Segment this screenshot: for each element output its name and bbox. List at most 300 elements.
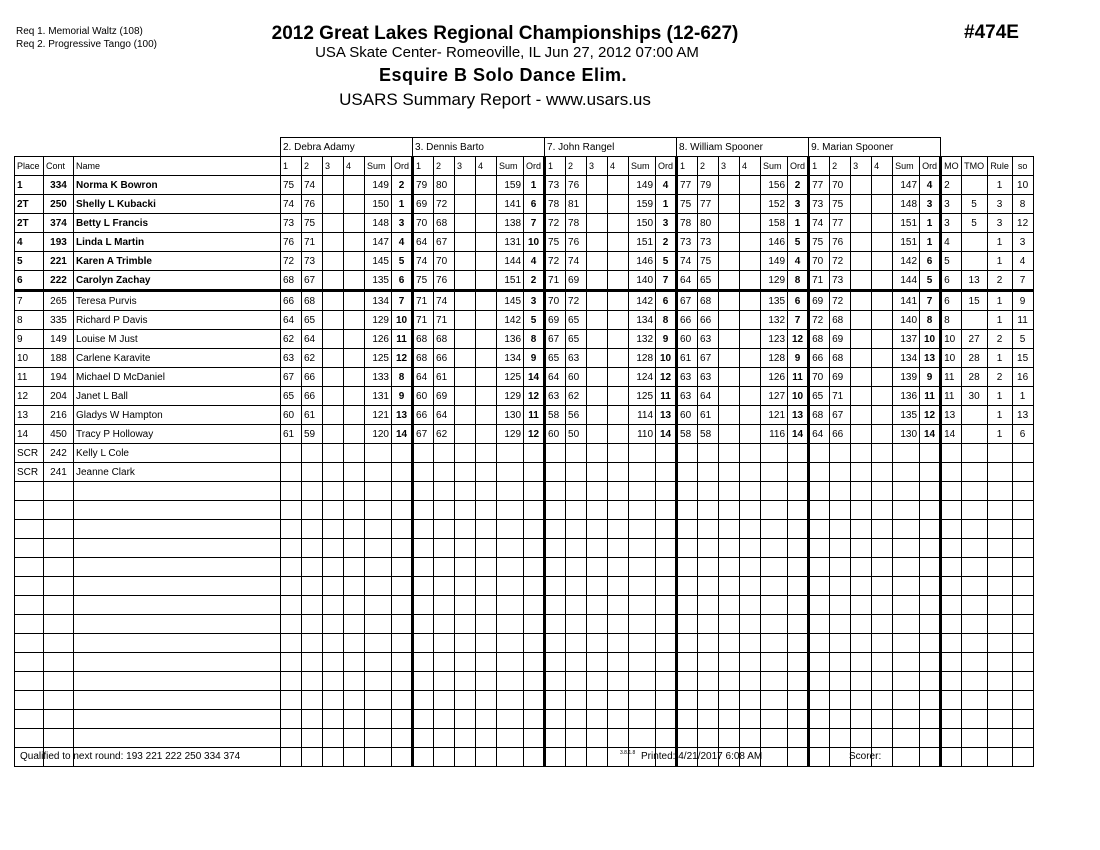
ordinal-cell: 11 [920,387,941,406]
empty-cell [961,520,987,539]
empty-cell [987,672,1012,691]
ordinal-cell: 1 [788,214,809,233]
empty-cell [740,520,761,539]
score-cell: 65 [281,387,302,406]
ordinal-cell [524,444,545,463]
empty-cell [698,672,719,691]
empty-cell [872,482,893,501]
empty-cell [629,558,656,577]
empty-cell [961,615,987,634]
score-cell: 134 [497,349,524,368]
place-cell: 6 [15,271,44,291]
score-header: Ord [920,157,941,176]
empty-cell [455,634,476,653]
ordinal-cell: 6 [920,252,941,271]
empty-cell [434,501,455,520]
empty-cell [566,482,587,501]
score-cell: 64 [413,368,434,387]
tail-cell: 10 [1012,176,1033,195]
score-cell: 76 [434,271,455,291]
empty-cell [830,615,851,634]
score-cell: 64 [434,406,455,425]
score-cell [476,387,497,406]
score-cell [476,349,497,368]
empty-cell [893,748,920,767]
empty-cell [434,653,455,672]
empty-cell [566,691,587,710]
score-cell [587,330,608,349]
empty-cell [788,653,809,672]
name-cell: Gladys W Hampton [74,406,281,425]
empty-cell [629,615,656,634]
empty-cell [524,729,545,748]
score-cell [476,195,497,214]
empty-cell [761,710,788,729]
empty-cell [302,729,323,748]
empty-cell [698,634,719,653]
score-header: 1 [809,157,830,176]
score-header: Sum [893,157,920,176]
ordinal-cell: 13 [788,406,809,425]
empty-cell [941,482,962,501]
empty-cell [893,710,920,729]
score-cell: 149 [761,252,788,271]
empty-cell [524,596,545,615]
empty-cell [74,577,281,596]
score-header: Sum [365,157,392,176]
empty-cell [893,482,920,501]
score-cell: 69 [434,387,455,406]
empty-cell [920,558,941,577]
score-cell: 74 [281,195,302,214]
ordinal-cell: 9 [524,349,545,368]
ordinal-cell: 6 [656,291,677,311]
score-header: 2 [566,157,587,176]
empty-cell [677,634,698,653]
empty-cell [44,729,74,748]
ordinal-cell: 14 [392,425,413,444]
empty-cell [392,501,413,520]
empty-cell [392,729,413,748]
score-cell: 67 [302,271,323,291]
score-cell [455,349,476,368]
empty-cell [44,672,74,691]
empty-cell [524,558,545,577]
empty-cell [719,520,740,539]
empty-cell [987,501,1012,520]
empty-cell [413,710,434,729]
table-row [15,406,1034,425]
empty-cell [920,596,941,615]
score-cell: 64 [677,271,698,291]
score-cell [872,330,893,349]
empty-cell [587,596,608,615]
place-cell: 8 [15,311,44,330]
table-row [15,368,1034,387]
ordinal-cell: 12 [656,368,677,387]
score-cell [740,406,761,425]
empty-cell [44,596,74,615]
empty-cell [587,520,608,539]
score-cell: 69 [413,195,434,214]
empty-cell [851,691,872,710]
empty-cell [434,539,455,558]
score-cell: 73 [545,176,566,195]
score-cell: 60 [566,368,587,387]
empty-cell [344,596,365,615]
score-cell [740,349,761,368]
score-cell: 135 [893,406,920,425]
empty-cell [74,710,281,729]
score-cell: 138 [497,214,524,233]
empty-cell [455,482,476,501]
empty-cell [323,615,344,634]
score-cell [629,444,656,463]
score-cell: 71 [545,271,566,291]
score-cell: 147 [893,176,920,195]
score-cell: 142 [893,252,920,271]
name-cell: Carlene Karavite [74,349,281,368]
score-header: Ord [392,157,413,176]
empty-cell [1012,596,1033,615]
score-cell [851,406,872,425]
tail-header: MO [941,157,962,176]
empty-cell [455,729,476,748]
score-cell: 116 [761,425,788,444]
score-cell: 63 [677,387,698,406]
score-cell [851,195,872,214]
empty-cell [629,729,656,748]
empty-cell [788,691,809,710]
score-cell: 58 [698,425,719,444]
empty-cell [497,577,524,596]
empty-cell [629,520,656,539]
empty-cell [476,577,497,596]
score-cell [365,444,392,463]
empty-cell [323,482,344,501]
table-row [15,444,1034,463]
score-cell: 121 [761,406,788,425]
empty-cell [719,653,740,672]
empty-cell [365,482,392,501]
empty-cell [920,634,941,653]
empty-cell [761,501,788,520]
judge-name: 9. Marian Spooner [809,138,941,157]
ordinal-cell: 14 [920,425,941,444]
score-cell: 66 [434,349,455,368]
score-cell: 71 [830,387,851,406]
score-cell [719,271,740,291]
score-cell [740,425,761,444]
empty-cell [476,748,497,767]
ordinal-cell: 7 [656,271,677,291]
empty-cell [524,482,545,501]
score-cell [851,387,872,406]
score-cell: 126 [365,330,392,349]
empty-cell [740,653,761,672]
score-cell [587,387,608,406]
empty-cell [281,672,302,691]
score-cell: 76 [830,233,851,252]
score-cell [851,425,872,444]
empty-cell [1012,710,1033,729]
score-cell [323,349,344,368]
score-cell: 75 [302,214,323,233]
empty-cell [698,577,719,596]
empty-cell [677,539,698,558]
score-cell: 132 [629,330,656,349]
empty-cell [698,653,719,672]
score-cell [872,195,893,214]
score-cell [281,463,302,482]
score-cell [608,406,629,425]
empty-cell [15,520,44,539]
score-cell: 147 [365,233,392,252]
empty-cell [987,634,1012,653]
ordinal-cell: 5 [392,252,413,271]
name-cell: Jeanne Clark [74,463,281,482]
empty-cell [851,672,872,691]
empty-cell [587,653,608,672]
empty-cell [413,539,434,558]
score-cell [323,463,344,482]
score-cell [893,463,920,482]
score-cell: 144 [497,252,524,271]
empty-cell [392,482,413,501]
empty-cell [920,748,941,767]
empty-cell [344,482,365,501]
score-cell [872,214,893,233]
cont-cell: 335 [44,311,74,330]
empty-cell [455,615,476,634]
empty-cell [629,482,656,501]
score-cell: 77 [830,214,851,233]
score-header: 1 [413,157,434,176]
tail-cell: 2 [941,176,962,195]
empty-cell [566,672,587,691]
score-cell [851,330,872,349]
place-cell: 11 [15,368,44,387]
ordinal-cell: 1 [524,176,545,195]
tail-cell: 15 [961,291,987,311]
empty-cell [629,501,656,520]
score-cell [323,291,344,311]
empty-cell [719,672,740,691]
empty-cell [830,710,851,729]
empty-cell [677,558,698,577]
empty-cell [392,672,413,691]
empty-cell [455,596,476,615]
score-cell [608,291,629,311]
score-header: 4 [608,157,629,176]
score-cell: 76 [566,233,587,252]
empty-cell [987,615,1012,634]
score-cell: 68 [809,406,830,425]
score-cell [434,444,455,463]
empty-cell [344,653,365,672]
score-cell: 71 [809,271,830,291]
score-cell: 68 [413,330,434,349]
tail-cell: 2 [987,330,1012,349]
empty-cell [698,596,719,615]
empty-cell [761,596,788,615]
score-cell: 148 [893,195,920,214]
empty-cell [987,539,1012,558]
score-cell: 78 [566,214,587,233]
score-cell: 75 [413,271,434,291]
empty-cell [761,520,788,539]
score-header: 2 [698,157,719,176]
ordinal-cell: 8 [392,368,413,387]
empty-cell [74,672,281,691]
empty-cell [365,596,392,615]
empty-cell [1012,520,1033,539]
tail-cell: 1 [987,311,1012,330]
empty-cell [497,539,524,558]
score-cell: 67 [830,406,851,425]
empty-cell [497,501,524,520]
tail-cell: 28 [961,368,987,387]
empty-cell [788,634,809,653]
empty-cell [545,634,566,653]
empty-cell [740,577,761,596]
empty-cell [365,748,392,767]
score-cell [587,252,608,271]
score-cell [455,233,476,252]
empty-cell [545,539,566,558]
score-cell [851,214,872,233]
empty-cell [587,710,608,729]
score-cell: 66 [302,368,323,387]
empty-cell [872,729,893,748]
empty-cell [851,520,872,539]
empty-cell [302,539,323,558]
empty-cell [830,691,851,710]
tail-cell [987,444,1012,463]
score-cell: 126 [761,368,788,387]
empty-cell [365,672,392,691]
score-cell [323,195,344,214]
empty-cell [987,482,1012,501]
ordinal-cell: 11 [656,387,677,406]
empty-cell [656,577,677,596]
empty-cell [524,539,545,558]
score-cell [323,368,344,387]
empty-cell [893,520,920,539]
empty-cell [656,539,677,558]
empty-cell [761,729,788,748]
empty-cell [455,558,476,577]
score-cell [344,291,365,311]
empty-cell [740,691,761,710]
empty-cell [281,634,302,653]
empty-cell [524,634,545,653]
ordinal-cell: 2 [524,271,545,291]
name-cell: Teresa Purvis [74,291,281,311]
score-cell: 64 [545,368,566,387]
empty-cell [941,634,962,653]
empty-cell [761,577,788,596]
ordinal-cell: 5 [656,252,677,271]
empty-cell [872,558,893,577]
score-cell [809,463,830,482]
score-cell [608,425,629,444]
score-cell: 64 [698,387,719,406]
empty-cell [323,596,344,615]
score-cell: 74 [434,291,455,311]
empty-cell [74,558,281,577]
score-cell [281,444,302,463]
empty-cell [677,615,698,634]
score-cell [851,311,872,330]
empty-cell [809,729,830,748]
empty-cell [1012,672,1033,691]
empty-cell [809,482,830,501]
score-cell: 60 [545,425,566,444]
name-cell: Linda L Martin [74,233,281,252]
score-cell: 66 [830,425,851,444]
empty-cell [893,615,920,634]
score-cell [344,252,365,271]
score-cell: 66 [698,311,719,330]
score-cell [830,444,851,463]
score-cell: 69 [830,330,851,349]
score-cell: 149 [629,176,656,195]
empty-cell [455,539,476,558]
empty-cell [872,596,893,615]
empty-cell [476,653,497,672]
score-cell: 151 [497,271,524,291]
score-cell [413,444,434,463]
score-header: 2 [830,157,851,176]
empty-cell [323,653,344,672]
score-cell: 68 [698,291,719,311]
empty-cell [656,501,677,520]
score-cell: 68 [809,330,830,349]
empty-cell [1012,577,1033,596]
empty-cell [1012,691,1033,710]
empty-cell [302,748,323,767]
empty-cell [872,577,893,596]
ordinal-cell: 12 [788,330,809,349]
score-cell: 63 [545,387,566,406]
empty-cell [1012,501,1033,520]
empty-cell [872,653,893,672]
tail-cell: 11 [1012,311,1033,330]
empty-cell [15,558,44,577]
empty-cell [719,691,740,710]
score-cell [323,214,344,233]
score-cell [587,425,608,444]
empty-row [15,729,1034,748]
empty-cell [788,615,809,634]
empty-cell [413,729,434,748]
score-cell [344,444,365,463]
score-cell: 74 [809,214,830,233]
empty-cell [323,672,344,691]
cont-cell: 242 [44,444,74,463]
empty-cell [587,482,608,501]
ordinal-cell: 12 [392,349,413,368]
score-cell [587,291,608,311]
ordinal-cell: 2 [656,233,677,252]
ordinal-cell: 6 [392,271,413,291]
empty-cell [392,691,413,710]
empty-row [15,577,1034,596]
empty-cell [851,501,872,520]
cont-cell: 334 [44,176,74,195]
empty-cell [74,596,281,615]
